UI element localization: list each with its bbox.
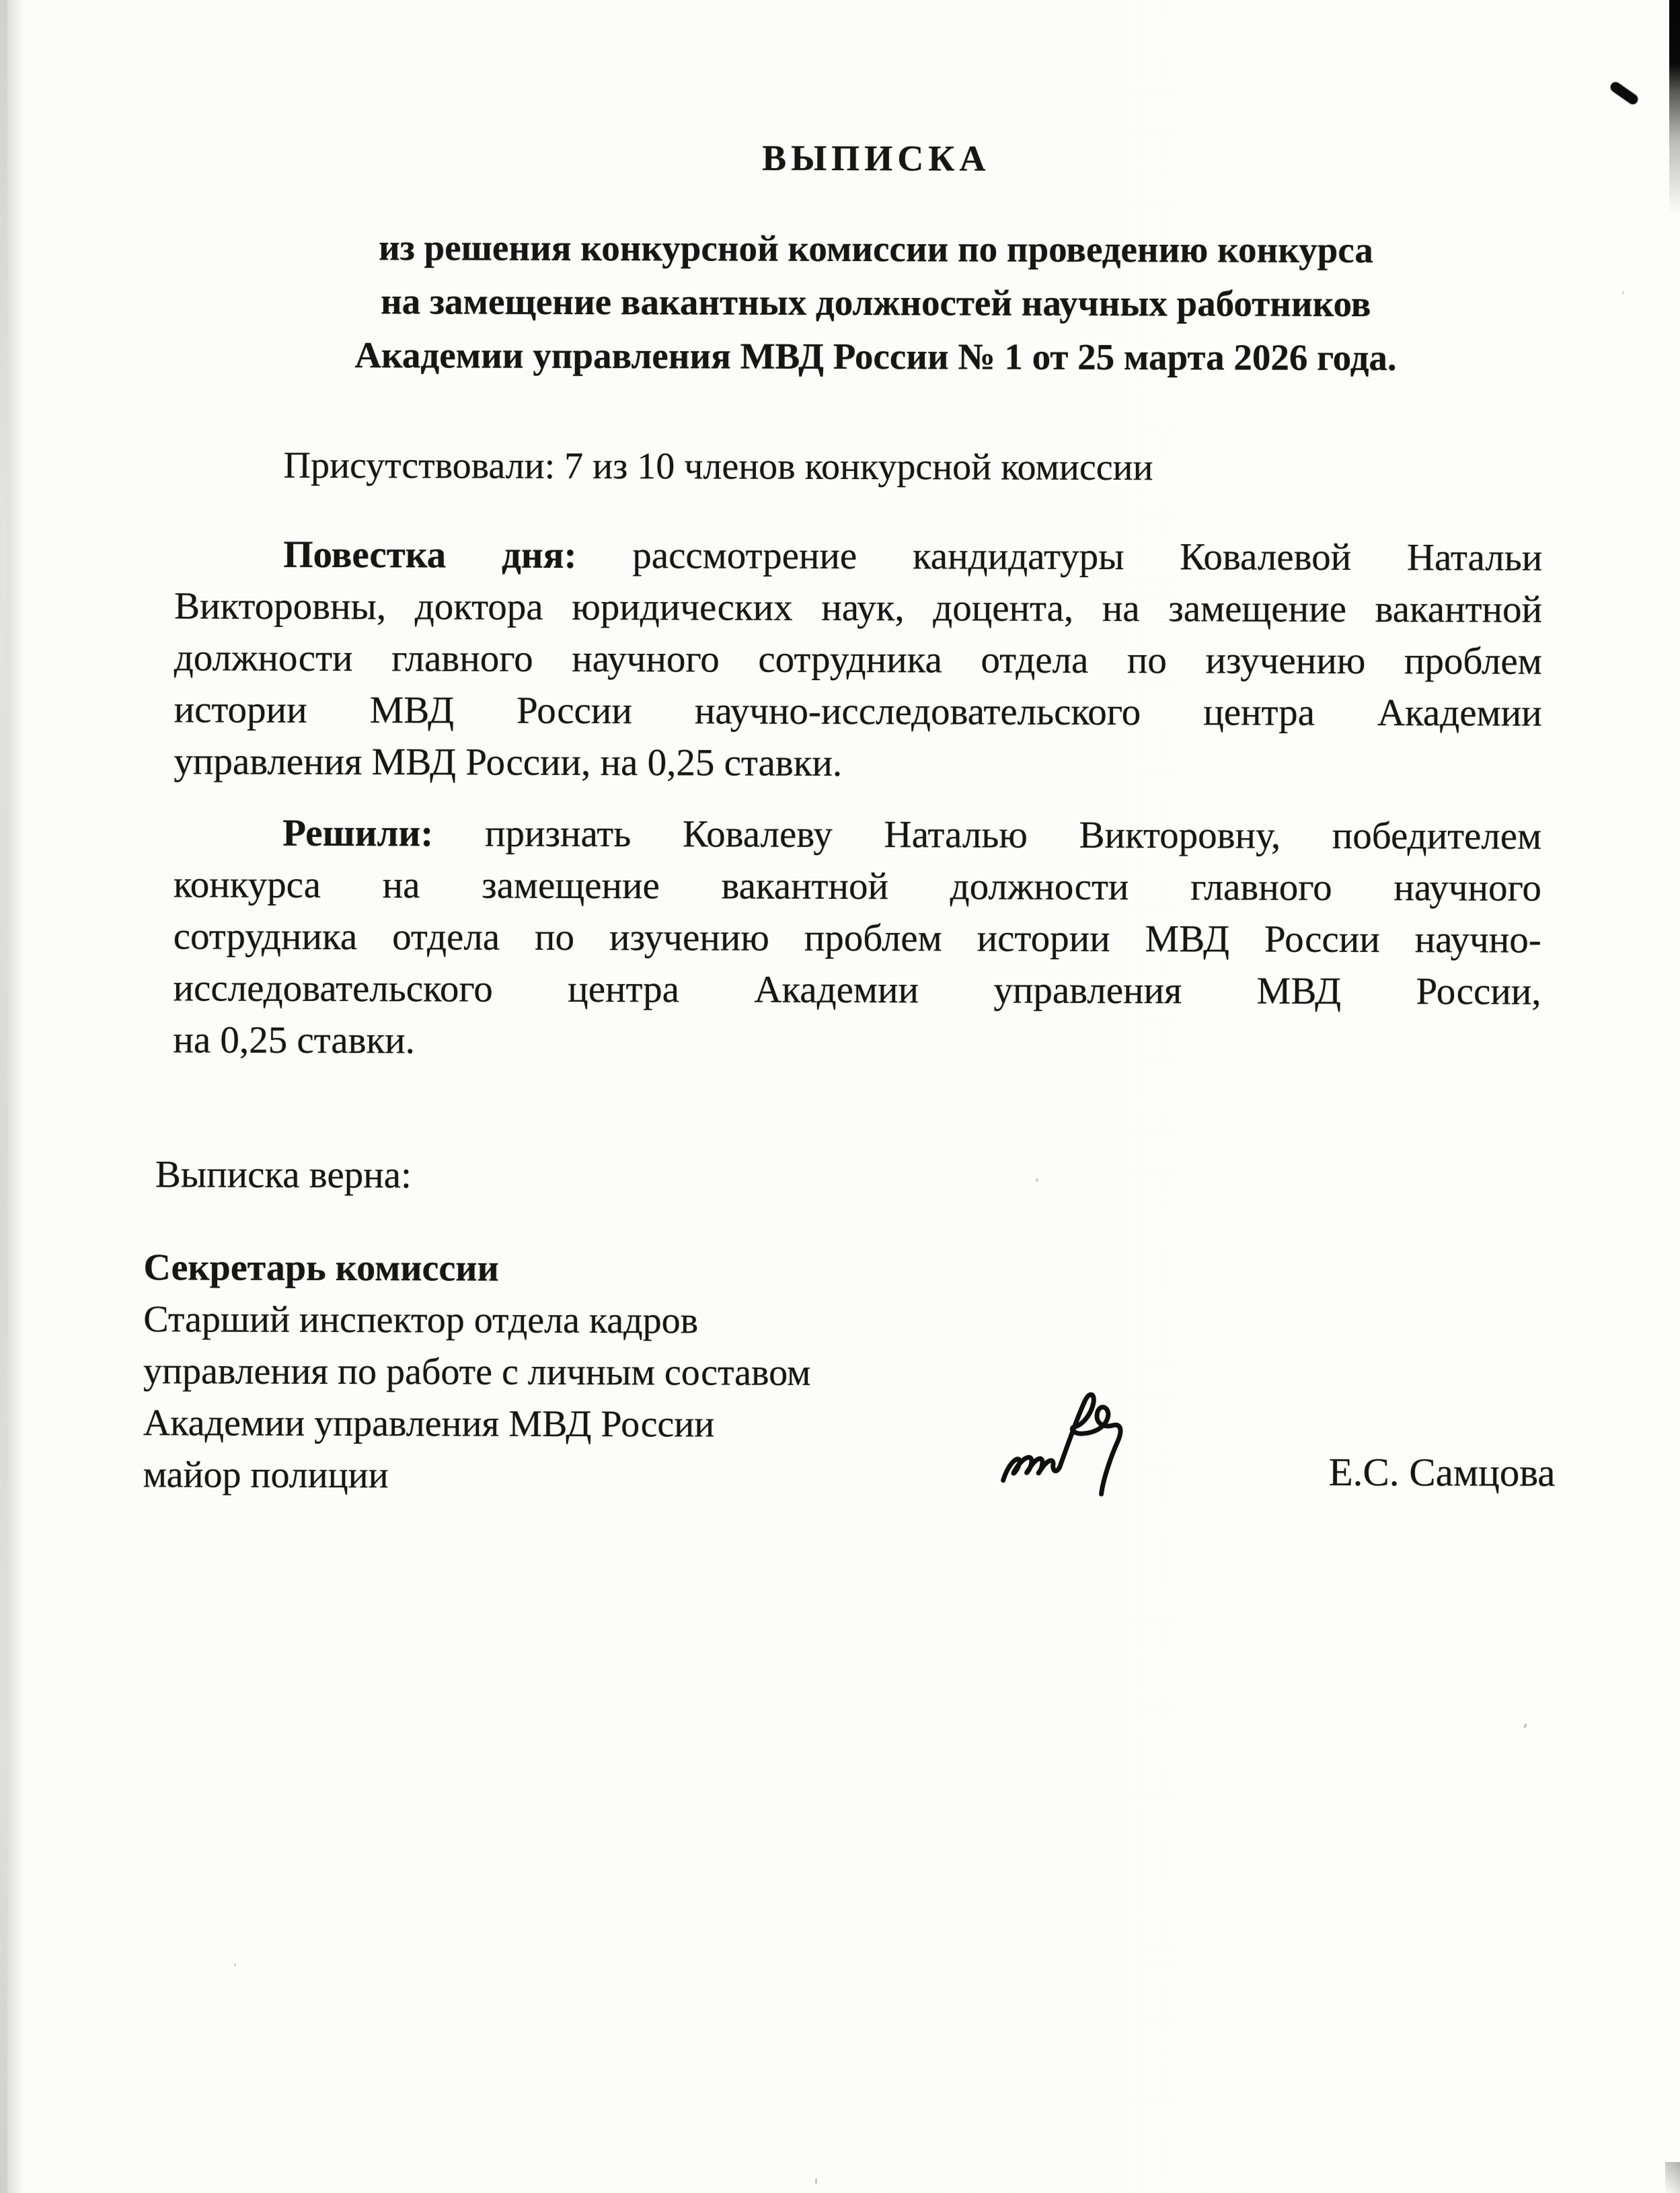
signer-position-line: Старший инспектор отдела кадров: [143, 1298, 699, 1342]
agenda-paragraph: [174, 528, 1542, 790]
paragraph-line: Викторовны, доктора юридических наук, доцента, на замещение вакантной: [174, 585, 1543, 631]
document-title: ВЫПИСКА: [762, 137, 991, 179]
resolution-lead: Решили:: [282, 811, 434, 855]
agenda-lead: Повестка дня:: [283, 533, 577, 577]
signer-block: [143, 1242, 811, 1503]
document-subtitle-line: из решения конкурсной комиссии по проведению конкурса: [378, 227, 1373, 271]
attendance-line: Присутствовали: 7 из 10 членов конкурсной комиссии: [283, 444, 1153, 489]
signer-position-line: Академии управления МВД России: [143, 1402, 715, 1446]
document-subtitle-line: Академии управления МВД России № 1 от 25 марта 2026 года.: [354, 334, 1397, 379]
signature-stroke: [994, 1385, 1230, 1517]
paragraph-line: [174, 528, 1542, 583]
paragraph-line: истории МВД России научно-исследовательского центра Академии: [174, 688, 1542, 735]
paragraph-line: на 0,25 ставки.: [173, 1018, 416, 1062]
certification-line: Выписка верна:: [155, 1153, 412, 1197]
document-subtitle-line: на замещение вакантных должностей научных работников: [380, 281, 1371, 325]
handwritten-signature: [994, 1385, 1230, 1517]
signer-position-line: майор полиции: [143, 1454, 389, 1497]
paragraph-line: конкурса на замещение вакантной должности главного научного: [173, 863, 1542, 909]
paragraph-line: [174, 807, 1541, 862]
resolution-first-line-text: признать Ковалеву Наталью Викторовну, победителем: [484, 812, 1542, 858]
agenda-first-line-text: рассмотрение кандидатуры Ковалевой Натальи: [632, 534, 1543, 579]
paragraph-line: исследовательского центра Академии управления МВД России,: [173, 967, 1541, 1013]
resolution-paragraph: [173, 807, 1541, 1069]
signer-position-line: управления по работе с личным составом: [143, 1350, 811, 1394]
signer-name: Е.С. Самцова: [1328, 1449, 1556, 1495]
signer-role: Секретарь комиссии: [143, 1247, 499, 1290]
paragraph-line: управления МВД России, на 0,25 ставки.: [174, 740, 843, 785]
paragraph-line: должности главного научного сотрудника отдела по изучению проблем: [174, 636, 1542, 683]
document-subtitle: [183, 220, 1569, 385]
paragraph-line: сотрудника отдела по изучению проблем истории МВД России научно-: [173, 915, 1541, 961]
